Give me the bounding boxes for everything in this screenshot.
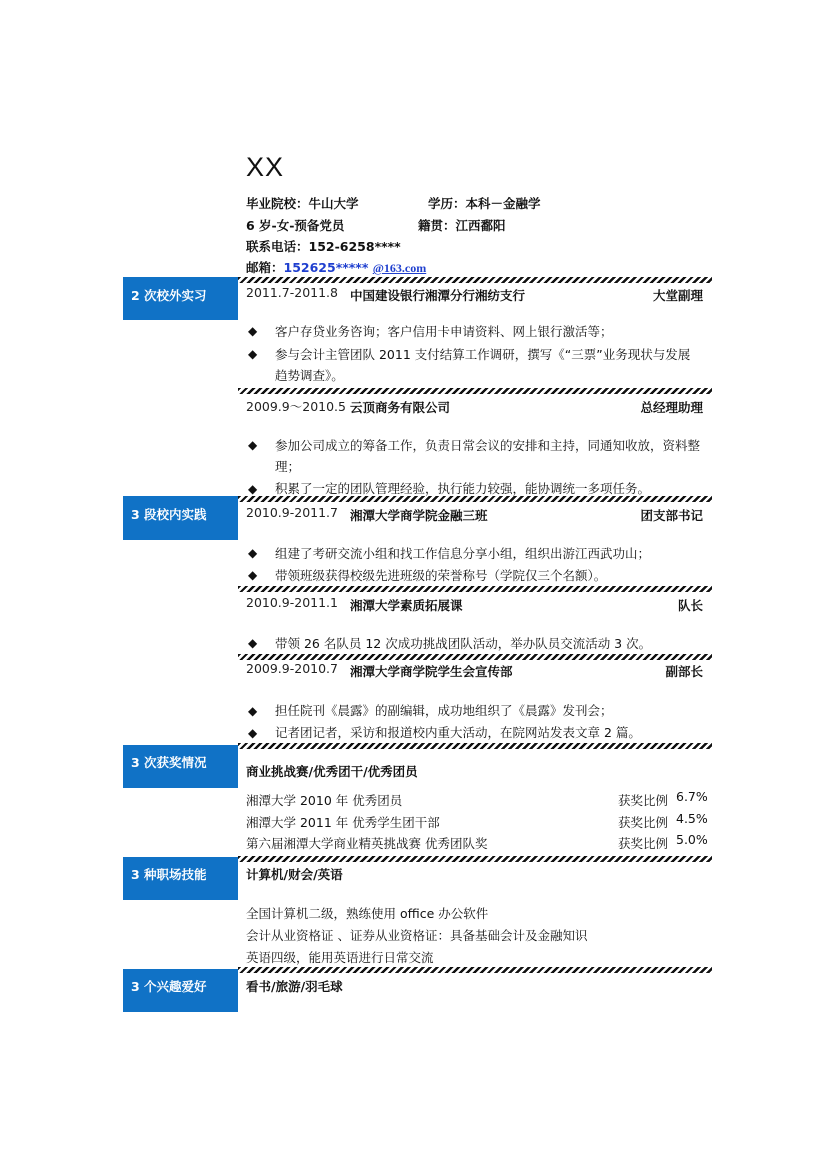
entry-divider bbox=[238, 388, 712, 394]
entry-divider bbox=[238, 654, 712, 660]
entry-date: 2009.9～2010.5 bbox=[246, 399, 346, 414]
section-divider bbox=[238, 277, 712, 283]
section-tab-awards: 3 次获奖情况 bbox=[123, 745, 238, 788]
entry-bullet-text-cont: 理； bbox=[275, 459, 301, 474]
entry-date: 2011.7-2011.8 bbox=[246, 285, 338, 300]
section-tab-skills: 3 种职场技能 bbox=[123, 857, 238, 900]
entry-organization: 湘潭大学商学院金融三班 bbox=[350, 508, 488, 523]
email-label: 邮箱： bbox=[246, 260, 284, 275]
entry-role: 副部长 bbox=[665, 664, 703, 679]
award-item: 湘潭大学 2011 年 优秀学生团干部 bbox=[246, 815, 440, 830]
entry-date: 2010.9-2011.7 bbox=[246, 505, 338, 520]
age-info: 6 岁-女-预备党员 bbox=[246, 218, 345, 233]
awards-heading: 商业挑战赛/优秀团干/优秀团员 bbox=[246, 764, 418, 779]
entry-bullet-text: 组建了考研交流小组和找工作信息分享小组，组织出游江西武功山； bbox=[275, 546, 651, 561]
hobbies-heading: 看书/旅游/羽毛球 bbox=[246, 979, 343, 994]
entry-bullet-text: 参与会计主管团队 2011 支付结算工作调研，撰写《“三票”业务现状与发展 bbox=[275, 347, 691, 362]
entry-organization: 云顶商务有限公司 bbox=[350, 400, 451, 415]
skill-item: 英语四级，能用英语进行日常交流 bbox=[246, 950, 434, 965]
section-tab-campus: 3 段校内实践 bbox=[123, 496, 238, 540]
phone-info: 联系电话：152-6258**** bbox=[246, 239, 401, 254]
resume-name: XX bbox=[246, 152, 285, 182]
section-divider bbox=[238, 967, 712, 973]
award-rate-label: 获奖比例 bbox=[618, 815, 669, 830]
entry-bullet-text: 积累了一定的团队管理经验，执行能力较强，能协调统一多项任务。 bbox=[275, 481, 651, 496]
email-value: 152625***** bbox=[283, 260, 369, 275]
diamond-bullet-icon: ◆ bbox=[248, 568, 258, 582]
section-tab-internship: 2 次校外实习 bbox=[123, 277, 238, 320]
entry-bullet-text: 带领班级获得校级先进班级的荣誉称号（学院仅三个名额）。 bbox=[275, 568, 607, 583]
award-item: 湘潭大学 2010 年 优秀团员 bbox=[246, 793, 403, 808]
entry-organization: 湘潭大学素质拓展课 bbox=[350, 598, 463, 613]
diamond-bullet-icon: ◆ bbox=[248, 636, 258, 650]
award-rate-value: 5.0% bbox=[676, 832, 708, 847]
entry-date: 2010.9-2011.1 bbox=[246, 595, 338, 610]
diamond-bullet-icon: ◆ bbox=[248, 347, 258, 361]
skill-item: 会计从业资格证 、证券从业资格证：具备基础会计及金融知识 bbox=[246, 928, 588, 943]
entry-organization: 湘潭大学商学院学生会宣传部 bbox=[350, 664, 513, 679]
diamond-bullet-icon: ◆ bbox=[248, 438, 258, 452]
email-info bbox=[246, 258, 426, 276]
entry-bullet-text: 记者团记者，采访和报道校内重大活动，在院网站发表文章 2 篇。 bbox=[275, 725, 641, 740]
origin-info: 籍贯：江西鄱阳 bbox=[418, 218, 506, 233]
email-link[interactable]: @163.com bbox=[372, 261, 427, 275]
award-rate-value: 4.5% bbox=[676, 811, 708, 826]
entry-bullet-text: 参加公司成立的筹备工作，负责日常会议的安排和主持，同通知收放，资料整 bbox=[275, 438, 701, 453]
diamond-bullet-icon: ◆ bbox=[248, 704, 258, 718]
entry-role: 大堂副理 bbox=[652, 288, 703, 303]
section-divider bbox=[238, 856, 712, 862]
entry-bullet-text-cont: 趋势调查》。 bbox=[275, 368, 344, 383]
entry-bullet-text: 带领 26 名队员 12 次成功挑战团队活动，举办队员交流活动 3 次。 bbox=[275, 636, 652, 651]
diamond-bullet-icon: ◆ bbox=[248, 482, 258, 496]
section-tab-hobbies: 3 个兴趣爱好 bbox=[123, 969, 238, 1012]
entry-date: 2009.9-2010.7 bbox=[246, 661, 338, 676]
award-rate-value: 6.7% bbox=[676, 789, 708, 804]
diamond-bullet-icon: ◆ bbox=[248, 324, 258, 338]
entry-role: 队长 bbox=[677, 598, 703, 613]
entry-bullet-text: 客户存贷业务咨询；客户信用卡申请资料、网上银行激活等； bbox=[275, 324, 613, 339]
award-rate-label: 获奖比例 bbox=[618, 836, 669, 851]
skill-item: 全国计算机二级，熟练使用 office 办公软件 bbox=[246, 906, 489, 921]
school-info: 毕业院校：牛山大学 bbox=[246, 196, 359, 211]
entry-bullet-text: 担任院刊《晨露》的副编辑，成功地组织了《晨露》发刊会； bbox=[275, 703, 613, 718]
diamond-bullet-icon: ◆ bbox=[248, 726, 258, 740]
degree-info: 学历：本科－金融学 bbox=[428, 196, 541, 211]
entry-role: 团支部书记 bbox=[640, 508, 703, 523]
section-divider bbox=[238, 743, 712, 749]
entry-divider bbox=[238, 586, 712, 592]
diamond-bullet-icon: ◆ bbox=[248, 546, 258, 560]
entry-organization: 中国建设银行湘潭分行湘纺支行 bbox=[350, 288, 526, 303]
award-rate-label: 获奖比例 bbox=[618, 793, 669, 808]
entry-role: 总经理助理 bbox=[640, 400, 703, 415]
award-item: 第六届湘潭大学商业精英挑战赛 优秀团队奖 bbox=[246, 836, 488, 851]
skills-heading: 计算机/财会/英语 bbox=[246, 867, 343, 882]
